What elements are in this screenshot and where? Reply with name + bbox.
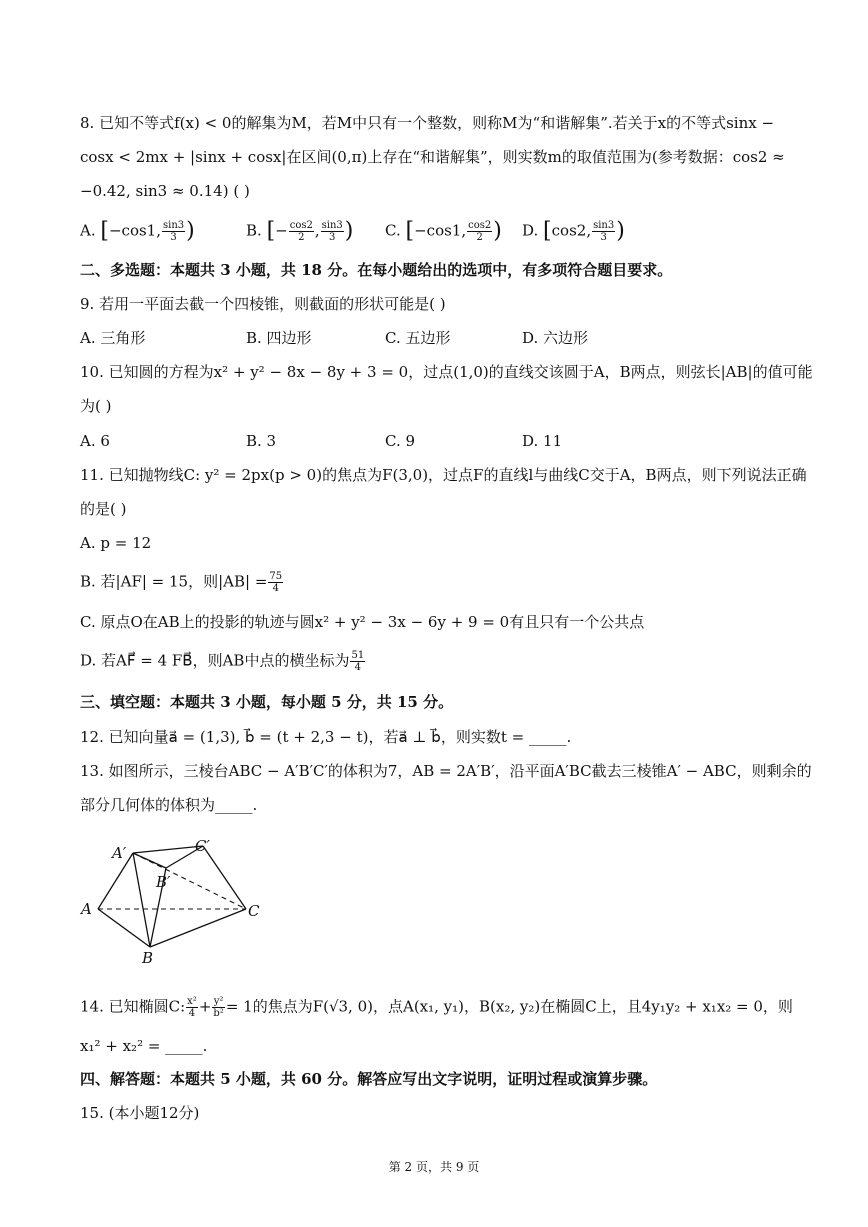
edge-c1-c [203, 846, 246, 909]
q14-line1: 14. 已知椭圆C: $\frac{\text{x²}}{4}$ + $\frac{\text{y²}}{\text{b²}}$ = 1的焦点为F(√3, 0)，点A(x₁, y₁)，B(x₂, y₂)在椭圆C上，且4y₁y₂ + x₁x₂ = 0，则 [80, 996, 793, 1019]
q9-option-b: B. 四边形 [246, 329, 312, 347]
edge-a1-c-hidden [133, 853, 246, 909]
q12-stem: 12. 已知向量a⃗ = (1,3), b⃗ = (t + 2,3 − t)，若a⃗ ⊥ b⃗，则实数t = _____. [80, 728, 572, 746]
label-b: B [142, 949, 154, 967]
label-c-prime: C′ [195, 838, 210, 855]
q10-option-a: A. 6 [80, 432, 110, 450]
q10-option-d: D. 11 [522, 432, 563, 450]
edge-a-b [98, 909, 150, 947]
edge-a1-b [133, 853, 150, 947]
q11-line2: 的是( ) [80, 500, 127, 518]
section-solution-heading: 四、解答题：本题共 5 小题，共 60 分。解答应写出文字说明，证明过程或演算步骤。 [80, 1070, 658, 1088]
q15-stem: 15. (本小题12分) [80, 1104, 200, 1122]
label-a-prime: A′ [112, 844, 127, 862]
q9-stem: 9. 若用一平面去截一个四棱锥，则截面的形状可能是( ) [80, 295, 446, 313]
q13-line1: 13. 如图所示，三棱台ABC − A′B′C′的体积为7，AB = 2A′B′，沿平面A′BC截去三棱锥A′ − ABC，则剩余的 [80, 762, 812, 780]
section-fill-in-heading: 三、填空题：本题共 3 小题，每小题 5 分，共 15 分。 [80, 693, 454, 711]
q11-line1: 11. 已知抛物线C: y² = 2px(p > 0)的焦点为F(3,0)，过点F的直线l与曲线C交于A，B两点，则下列说法正确 [80, 466, 807, 484]
q11-option-a: A. p = 12 [80, 534, 152, 552]
q11-option-b: B. 若|AF| = 15，则|AB| = $\frac{75}{4}$ [80, 571, 283, 594]
q8-line3: −0.42, sin3 ≈ 0.14) ( ) [80, 182, 250, 200]
q10-line2: 为( ) [80, 397, 112, 415]
q8-line1: 8. 已知不等式f(x) < 0的解集为M，若M中只有一个整数，则称M为“和谐解集”.若关于x的不等式sinx − [80, 114, 775, 132]
edge-b-c [150, 909, 246, 947]
section-multiple-choice-heading: 二、多选题：本题共 3 小题，共 18 分。在每小题给出的选项中，有多项符合题目要求。 [80, 261, 673, 279]
edge-a1-b1 [133, 853, 166, 868]
q13-line2: 部分几何体的体积为_____. [80, 796, 258, 814]
q14-line2: x₁² + x₂² = _____. [80, 1037, 208, 1055]
q9-option-c: C. 五边形 [385, 329, 451, 347]
q11-option-c: C. 原点O在AB上的投影的轨迹与圆x² + y² − 3x − 6y + 9 = 0有且只有一个公共点 [80, 613, 645, 631]
label-a: A [81, 900, 92, 918]
q9-option-a: A. 三角形 [80, 329, 146, 347]
q8-line2: cosx < 2mx + |sinx + cosx|在区间(0,π)上存在“和谐解集”，则实数m的取值范围为(参考数据：cos2 ≈ [80, 148, 785, 166]
q10-option-c: C. 9 [385, 432, 416, 450]
label-b-prime: B′ [156, 873, 171, 891]
q8-option-a: A. [−cos1, $\frac{\sin 3}{3}$ ) [80, 218, 195, 244]
frustum-figure [78, 838, 268, 968]
q9-option-d: D. 六边形 [522, 329, 589, 347]
q10-option-b: B. 3 [246, 432, 277, 450]
q8-option-d: D. [cos2, $\frac{\sin 3}{3}$ ) [522, 218, 625, 244]
q8-option-b: B. [− $\frac{\cos 2}{2}$ , $\frac{\sin 3}{3}$ ) [246, 218, 354, 244]
q11-option-d: D. 若AF⃗ = 4 FB⃗，则AB中点的横坐标为 $\frac{51}{4}$ [80, 650, 365, 673]
q10-line1: 10. 已知圆的方程为x² + y² − 8x − 8y + 3 = 0，过点(1,0)的直线交该圆于A，B两点，则弦长|AB|的值可能 [80, 363, 813, 381]
label-c: C [248, 902, 260, 920]
q8-option-c: C. [−cos1, $\frac{\cos 2}{2}$ ) [385, 218, 502, 244]
page-footer: 第 2 页，共 9 页 [388, 1160, 480, 1174]
